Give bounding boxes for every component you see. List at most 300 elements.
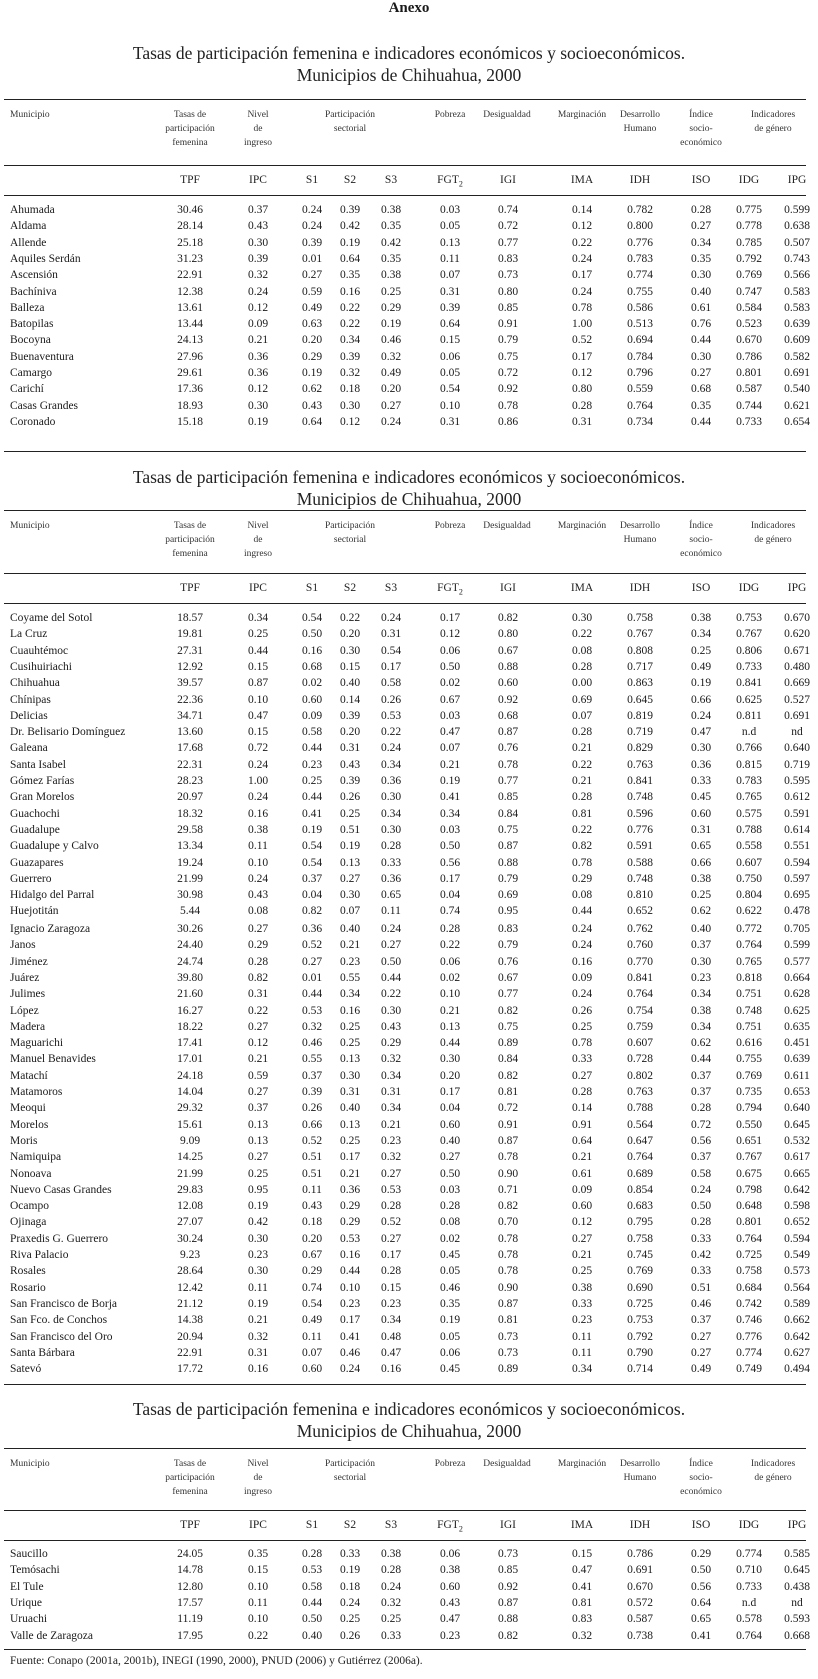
abbr-ima xyxy=(557,174,607,186)
cell-s2: 0.18 xyxy=(339,1580,361,1593)
cell-s2: 0.25 xyxy=(339,807,361,820)
cell-ipg: 0.549 xyxy=(784,1249,810,1261)
header-line: Nivel xyxy=(247,1459,269,1469)
cell-ipg: 0.640 xyxy=(784,742,810,755)
cell-fgt: 0.11 xyxy=(440,252,460,265)
header-line: de xyxy=(253,124,263,134)
table-row xyxy=(0,269,818,285)
cell-ipg: 0.664 xyxy=(784,971,810,984)
table-row xyxy=(0,1564,818,1580)
header-line: Participación xyxy=(324,1459,376,1469)
cell-s3: 0.38 xyxy=(380,1548,402,1560)
abbr-label: IMA xyxy=(570,174,594,186)
cell-fgt: 0.60 xyxy=(439,1118,461,1131)
header-line: sectorial xyxy=(333,124,367,134)
column-header-tpf xyxy=(150,1457,230,1499)
cell-ima: 0.08 xyxy=(571,889,593,902)
table-row xyxy=(0,1331,818,1347)
cell-iso: 0.27 xyxy=(690,367,712,379)
cell-ipc: 0.19 xyxy=(247,1200,269,1213)
cell-ipg: 0.638 xyxy=(784,220,810,233)
cell-iso: 0.45 xyxy=(690,791,712,804)
cell-s1: 0.16 xyxy=(301,644,323,657)
cell-s2: 0.35 xyxy=(339,269,361,282)
table-row xyxy=(0,1216,818,1232)
table-top-rule xyxy=(4,1448,806,1449)
cell-s1: 0.11 xyxy=(302,1330,322,1343)
cell-idh: 0.792 xyxy=(627,1330,653,1343)
municipio-name: Namiquipa xyxy=(10,1151,62,1164)
cell-ima: 0.28 xyxy=(571,399,593,412)
municipio-name: Guadalupe y Calvo xyxy=(10,840,99,853)
cell-s2: 0.19 xyxy=(339,840,361,853)
cell-igi: 0.77 xyxy=(497,236,519,249)
cell-s3: 0.24 xyxy=(380,1580,402,1593)
cell-tpf: 14.78 xyxy=(177,1564,203,1577)
cell-idg: 0.733 xyxy=(736,415,762,428)
cell-iso: 0.44 xyxy=(690,334,712,347)
cell-fgt: 0.08 xyxy=(439,1216,461,1229)
cell-ipg: 0.583 xyxy=(784,285,810,298)
cell-s3: 0.28 xyxy=(380,1265,402,1278)
cell-igi: 0.75 xyxy=(497,1020,519,1033)
cell-s2: 0.10 xyxy=(339,1281,361,1294)
cell-fgt: 0.39 xyxy=(439,301,461,314)
cell-ima: 0.09 xyxy=(571,971,593,984)
header-line: sectorial xyxy=(333,1473,367,1483)
cell-tpf: 17.36 xyxy=(177,383,203,396)
cell-idg: 0.765 xyxy=(736,791,762,804)
cell-ipg: 0.628 xyxy=(784,988,810,1001)
cell-fgt: 0.02 xyxy=(439,971,461,984)
table-row xyxy=(0,1070,818,1086)
cell-ipg: 0.532 xyxy=(784,1134,810,1147)
table-row xyxy=(0,956,818,972)
municipio-name: San Francisco del Oro xyxy=(10,1330,113,1343)
cell-idh: 0.863 xyxy=(627,677,653,690)
cell-ipc: 0.19 xyxy=(247,415,269,428)
cell-iso: 0.34 xyxy=(690,628,712,641)
cell-iso: 0.37 xyxy=(690,1314,712,1327)
cell-fgt: 0.19 xyxy=(439,775,461,787)
cell-s1: 0.54 xyxy=(301,840,323,853)
cell-ipg: 0.642 xyxy=(784,1183,810,1196)
cell-tpf: 29.83 xyxy=(177,1183,203,1196)
cell-s2: 0.13 xyxy=(339,856,361,869)
cell-s2: 0.24 xyxy=(339,1363,361,1376)
cell-fgt: 0.44 xyxy=(439,1037,461,1050)
column-header-ipc xyxy=(230,519,286,561)
abbr-label: IGI xyxy=(500,582,516,594)
table-row xyxy=(0,889,818,905)
cell-iso: 0.34 xyxy=(690,988,712,1001)
header-line: socio- xyxy=(689,124,713,134)
table-row xyxy=(0,677,818,693)
cell-tpf: 11.19 xyxy=(177,1613,203,1626)
cell-tpf: 13.60 xyxy=(177,726,203,739)
table-row xyxy=(0,220,818,236)
cell-ipg: 0.582 xyxy=(784,350,810,363)
abbr-tpf xyxy=(165,582,215,594)
cell-idh: 0.786 xyxy=(627,1548,653,1560)
header-line: de género xyxy=(754,1473,792,1483)
cell-igi: 0.77 xyxy=(497,988,519,1001)
cell-igi: 0.79 xyxy=(497,939,519,952)
cell-idh: 0.586 xyxy=(627,301,653,314)
table-title-line1: Tasas de participación femenina e indicadores económicos y socioeconómicos. xyxy=(132,43,686,63)
header-rule xyxy=(4,573,806,574)
cell-fgt: 0.60 xyxy=(439,1580,461,1593)
abbr-ipc xyxy=(233,582,283,594)
cell-ipg: 0.589 xyxy=(784,1297,810,1310)
abbr-label: S2 xyxy=(343,582,357,594)
cell-tpf: 21.60 xyxy=(177,988,203,1001)
table-row xyxy=(0,791,818,807)
cell-ima: 0.60 xyxy=(571,1200,593,1213)
cell-idg: 0.772 xyxy=(736,923,762,935)
cell-ima: 0.00 xyxy=(571,677,593,690)
cell-igi: 0.92 xyxy=(497,383,519,396)
cell-igi: 0.75 xyxy=(497,823,519,836)
cell-tpf: 12.38 xyxy=(177,285,203,298)
cell-ipg: 0.597 xyxy=(784,872,810,885)
cell-idh: 0.774 xyxy=(627,269,653,282)
cell-tpf: 29.58 xyxy=(177,823,203,836)
cell-ipg: 0.527 xyxy=(784,693,810,706)
cell-s2: 0.19 xyxy=(339,1564,361,1577)
cell-iso: 0.33 xyxy=(690,1232,712,1245)
cell-igi: 0.88 xyxy=(497,856,519,869)
cell-igi: 0.79 xyxy=(497,334,519,347)
cell-fgt: 0.64 xyxy=(439,318,461,331)
cell-tpf: 5.44 xyxy=(179,905,201,918)
municipio-name: Chínipas xyxy=(10,693,51,706)
cell-idg: 0.746 xyxy=(736,1314,762,1327)
cell-idg: 0.684 xyxy=(736,1281,762,1294)
municipio-name: Batopilas xyxy=(10,318,54,331)
cell-idh: 0.782 xyxy=(627,204,653,216)
cell-igi: 0.73 xyxy=(497,1330,519,1343)
cell-fgt: 0.46 xyxy=(439,1281,461,1294)
cell-ipc: 0.36 xyxy=(247,367,269,379)
cell-iso: 0.44 xyxy=(690,415,712,428)
cell-ipg: 0.583 xyxy=(784,301,810,314)
cell-idg: 0.765 xyxy=(736,955,762,968)
cell-s2: 0.19 xyxy=(339,236,361,249)
cell-tpf: 19.24 xyxy=(177,856,203,869)
cell-ipg: nd xyxy=(791,726,803,739)
cell-ima: 0.22 xyxy=(571,823,593,836)
header-line: Indicadores xyxy=(750,110,796,120)
cell-s1: 0.46 xyxy=(301,1037,323,1050)
cell-iso: 0.72 xyxy=(690,1118,712,1131)
table-row xyxy=(0,612,818,628)
cell-s2: 0.26 xyxy=(339,1629,361,1642)
cell-s2: 0.32 xyxy=(339,367,361,379)
cell-iso: 0.36 xyxy=(690,758,712,771)
cell-iso: 0.62 xyxy=(690,905,712,918)
municipio-name: Maguarichi xyxy=(10,1037,64,1050)
cell-igi: 0.72 xyxy=(497,220,519,233)
abbr-igi xyxy=(483,1519,533,1531)
cell-idg: 0.750 xyxy=(736,872,762,885)
cell-fgt: 0.03 xyxy=(439,823,461,836)
municipio-name: Santa Isabel xyxy=(10,758,66,771)
cell-s1: 0.52 xyxy=(301,1134,323,1147)
header-line: económico xyxy=(680,549,722,559)
cell-idg: 0.710 xyxy=(736,1564,762,1577)
cell-idg: 0.801 xyxy=(736,367,762,379)
cell-idg: 0.523 xyxy=(736,318,762,331)
cell-igi: 0.85 xyxy=(497,301,519,314)
abbr-label: ISO xyxy=(691,174,711,186)
cell-idg: 0.578 xyxy=(736,1613,762,1626)
cell-ima: 0.27 xyxy=(571,1232,593,1245)
cell-ima: 0.32 xyxy=(571,1629,593,1642)
cell-s1: 0.44 xyxy=(301,1596,323,1609)
cell-idh: 0.559 xyxy=(627,383,653,396)
column-header-ipc xyxy=(230,108,286,150)
cell-s3: 0.53 xyxy=(380,709,402,722)
column-header-iso xyxy=(670,1457,732,1499)
cell-s3: 0.19 xyxy=(380,318,402,331)
cell-ipg: 0.438 xyxy=(784,1580,810,1593)
municipio-name: El Tule xyxy=(10,1580,44,1593)
table-bottom-rule xyxy=(4,1649,806,1650)
municipio-name: Huejotitán xyxy=(10,905,59,918)
abbr-label: IMA xyxy=(570,1519,594,1531)
table-row xyxy=(0,905,818,921)
cell-ipc: 0.43 xyxy=(247,220,269,233)
cell-ipc: 0.47 xyxy=(247,709,269,722)
cell-fgt: 0.04 xyxy=(439,889,461,902)
cell-iso: 0.64 xyxy=(690,1596,712,1609)
cell-tpf: 28.14 xyxy=(177,220,203,233)
cell-iso: 0.33 xyxy=(690,775,712,787)
municipio-name: Valle de Zaragoza xyxy=(10,1629,94,1642)
cell-idh: 0.725 xyxy=(627,1297,653,1310)
municipio-name: Riva Palacio xyxy=(10,1249,69,1261)
cell-s3: 0.29 xyxy=(380,301,402,314)
cell-ima: 0.28 xyxy=(571,791,593,804)
cell-ipg: 0.719 xyxy=(784,758,810,771)
cell-ipg: 0.594 xyxy=(784,856,810,869)
cell-ima: 0.22 xyxy=(571,628,593,641)
table-row xyxy=(0,808,818,824)
cell-tpf: 12.92 xyxy=(177,660,203,673)
cell-ipc: 0.24 xyxy=(247,791,269,804)
cell-idh: 0.728 xyxy=(627,1053,653,1066)
cell-s3: 0.21 xyxy=(380,1118,402,1131)
cell-ipg: 0.625 xyxy=(784,1004,810,1017)
cell-ipg: 0.591 xyxy=(784,807,810,820)
abbr-idh xyxy=(615,582,665,594)
cell-idg: 0.769 xyxy=(736,1069,762,1082)
cell-fgt: 0.04 xyxy=(439,1102,461,1115)
cell-iso: 0.28 xyxy=(690,1216,712,1229)
municipio-name: Dr. Belisario Domínguez xyxy=(10,726,126,739)
cell-iso: 0.25 xyxy=(690,889,712,902)
cell-iso: 0.50 xyxy=(690,1200,712,1213)
cell-s2: 0.29 xyxy=(339,1216,361,1229)
cell-idh: 0.758 xyxy=(627,612,653,624)
header-line: Humano xyxy=(623,124,657,134)
table-row xyxy=(0,1102,818,1118)
municipio-name: Balleza xyxy=(10,301,45,314)
cell-ipg: 0.691 xyxy=(784,367,810,379)
municipio-name: Ignacio Zaragoza xyxy=(10,923,91,935)
cell-s1: 0.19 xyxy=(301,823,323,836)
abbr-label: IPC xyxy=(249,1519,267,1531)
header-line: Marginación xyxy=(557,1459,607,1469)
cell-iso: 0.24 xyxy=(690,1183,712,1196)
cell-tpf: 13.44 xyxy=(177,318,203,331)
cell-igi: 0.82 xyxy=(497,1069,519,1082)
cell-igi: 0.73 xyxy=(497,269,519,282)
cell-s2: 0.30 xyxy=(339,644,361,657)
cell-iso: 0.25 xyxy=(690,644,712,657)
cell-tpf: 21.12 xyxy=(177,1297,203,1310)
municipio-name: Camargo xyxy=(10,367,52,379)
cell-fgt: 0.21 xyxy=(439,758,461,771)
municipio-name: Matachí xyxy=(10,1069,48,1082)
cell-s3: 0.47 xyxy=(380,1346,402,1359)
municipio-name: Ocampo xyxy=(10,1200,49,1213)
cell-idh: 0.564 xyxy=(627,1118,653,1131)
cell-s2: 0.39 xyxy=(339,775,361,787)
cell-iso: 0.56 xyxy=(690,1134,712,1147)
cell-idh: 0.714 xyxy=(627,1363,653,1376)
cell-idh: 0.776 xyxy=(627,823,653,836)
cell-s2: 0.24 xyxy=(339,1596,361,1609)
cell-s1: 0.62 xyxy=(301,383,323,396)
cell-s3: 0.26 xyxy=(380,693,402,706)
abbr-label: TPF xyxy=(180,582,200,594)
cell-tpf: 12.80 xyxy=(177,1580,203,1593)
cell-ipc: 0.72 xyxy=(247,742,269,755)
cell-ipc: 0.28 xyxy=(247,955,269,968)
abbr-ipg xyxy=(772,1519,818,1531)
cell-ipc: 0.42 xyxy=(247,1216,269,1229)
column-header-sectorial xyxy=(300,519,400,547)
cell-s3: 0.53 xyxy=(380,1183,402,1196)
header-line: ingreso xyxy=(244,138,272,148)
cell-s1: 0.82 xyxy=(301,905,323,918)
header-line: Índice xyxy=(689,521,713,531)
cell-s3: 0.25 xyxy=(380,1613,402,1626)
table-title-line2: Municipios de Chihuahua, 2000 xyxy=(296,1421,522,1441)
abbr-label: TPF xyxy=(180,1519,200,1531)
cell-s3: 0.24 xyxy=(380,923,402,935)
cell-ipc: 0.12 xyxy=(247,1037,269,1050)
municipio-name: Morelos xyxy=(10,1118,49,1131)
cell-tpf: 12.08 xyxy=(177,1200,203,1213)
cell-ipg: 0.594 xyxy=(784,1232,810,1245)
cell-s1: 0.43 xyxy=(301,1200,323,1213)
cell-fgt: 0.02 xyxy=(439,1232,461,1245)
cell-idh: 0.759 xyxy=(627,1020,653,1033)
cell-tpf: 17.68 xyxy=(177,742,203,755)
cell-ipc: 0.27 xyxy=(247,1086,269,1098)
cell-iso: 0.47 xyxy=(690,726,712,739)
municipio-name: Julimes xyxy=(10,988,46,1001)
table-row xyxy=(0,334,818,350)
cell-idg: 0.794 xyxy=(736,1102,762,1115)
header-line: de xyxy=(253,535,263,545)
cell-ipc: 0.37 xyxy=(247,204,269,216)
cell-s2: 0.21 xyxy=(339,1167,361,1180)
cell-idg: 0.774 xyxy=(736,1346,762,1359)
cell-idg: 0.747 xyxy=(736,285,762,298)
cell-ipc: 0.37 xyxy=(247,1102,269,1115)
cell-s3: 0.58 xyxy=(380,677,402,690)
municipio-name: Ahumada xyxy=(10,204,55,216)
header-line: Pobreza xyxy=(434,1459,466,1469)
abbr-idg xyxy=(724,174,774,186)
cell-s3: 0.38 xyxy=(380,269,402,282)
cell-idg: 0.725 xyxy=(736,1249,762,1261)
cell-s1: 0.26 xyxy=(301,1102,323,1115)
cell-igi: 0.83 xyxy=(497,252,519,265)
cell-iso: 0.60 xyxy=(690,807,712,820)
municipio-name: Cuauhtémoc xyxy=(10,644,69,657)
cell-ipg: 0.665 xyxy=(784,1167,810,1180)
cell-ipc: 0.13 xyxy=(247,1134,269,1147)
cell-ima: 0.22 xyxy=(571,758,593,771)
cell-ipc: 0.34 xyxy=(247,612,269,624)
header-line: económico xyxy=(680,138,722,148)
cell-igi: 0.87 xyxy=(497,726,519,739)
cell-s2: 0.15 xyxy=(339,660,361,673)
cell-idg: 0.783 xyxy=(736,775,762,787)
cell-s2: 0.16 xyxy=(339,1004,361,1017)
cell-ipc: 0.31 xyxy=(247,988,269,1001)
cell-ipc: 1.00 xyxy=(247,775,269,787)
cell-idg: 0.811 xyxy=(736,709,762,722)
cell-fgt: 0.06 xyxy=(439,955,461,968)
cell-idg: 0.625 xyxy=(736,693,762,706)
column-header-desarrollo xyxy=(605,108,675,136)
cell-tpf: 30.98 xyxy=(177,889,203,902)
cell-s3: 0.42 xyxy=(380,236,402,249)
cell-igi: 0.78 xyxy=(497,1232,519,1245)
cell-igi: 0.84 xyxy=(497,1053,519,1066)
cell-idh: 0.645 xyxy=(627,693,653,706)
cell-s2: 0.26 xyxy=(339,791,361,804)
table-row xyxy=(0,1135,818,1151)
table-row xyxy=(0,1298,818,1314)
cell-s1: 0.58 xyxy=(301,1580,323,1593)
cell-tpf: 12.42 xyxy=(177,1281,203,1294)
cell-s1: 0.60 xyxy=(301,693,323,706)
cell-ipc: 0.11 xyxy=(248,840,268,853)
source-note: Fuente: Conapo (2001a, 2001b), INEGI (1990, 2000), PNUD (2006) y Gutiérrez (2006a). xyxy=(10,1655,423,1667)
cell-tpf: 18.22 xyxy=(177,1020,203,1033)
table-row xyxy=(0,939,818,955)
abbr-ipc xyxy=(233,1519,283,1531)
cell-idh: 0.783 xyxy=(627,252,653,265)
cell-iso: 0.27 xyxy=(690,1346,712,1359)
cell-ipg: 0.645 xyxy=(784,1564,810,1577)
cell-ima: 0.24 xyxy=(571,923,593,935)
table-title-line1: Tasas de participación femenina e indicadores económicos y socioeconómicos. xyxy=(132,1399,686,1419)
cell-idh: 0.760 xyxy=(627,939,653,952)
cell-tpf: 13.61 xyxy=(177,301,203,314)
cell-idg: 0.751 xyxy=(736,988,762,1001)
abbr-iso xyxy=(676,174,726,186)
municipio-name: Chihuahua xyxy=(10,677,60,690)
header-line: Tasas de xyxy=(173,1459,207,1469)
